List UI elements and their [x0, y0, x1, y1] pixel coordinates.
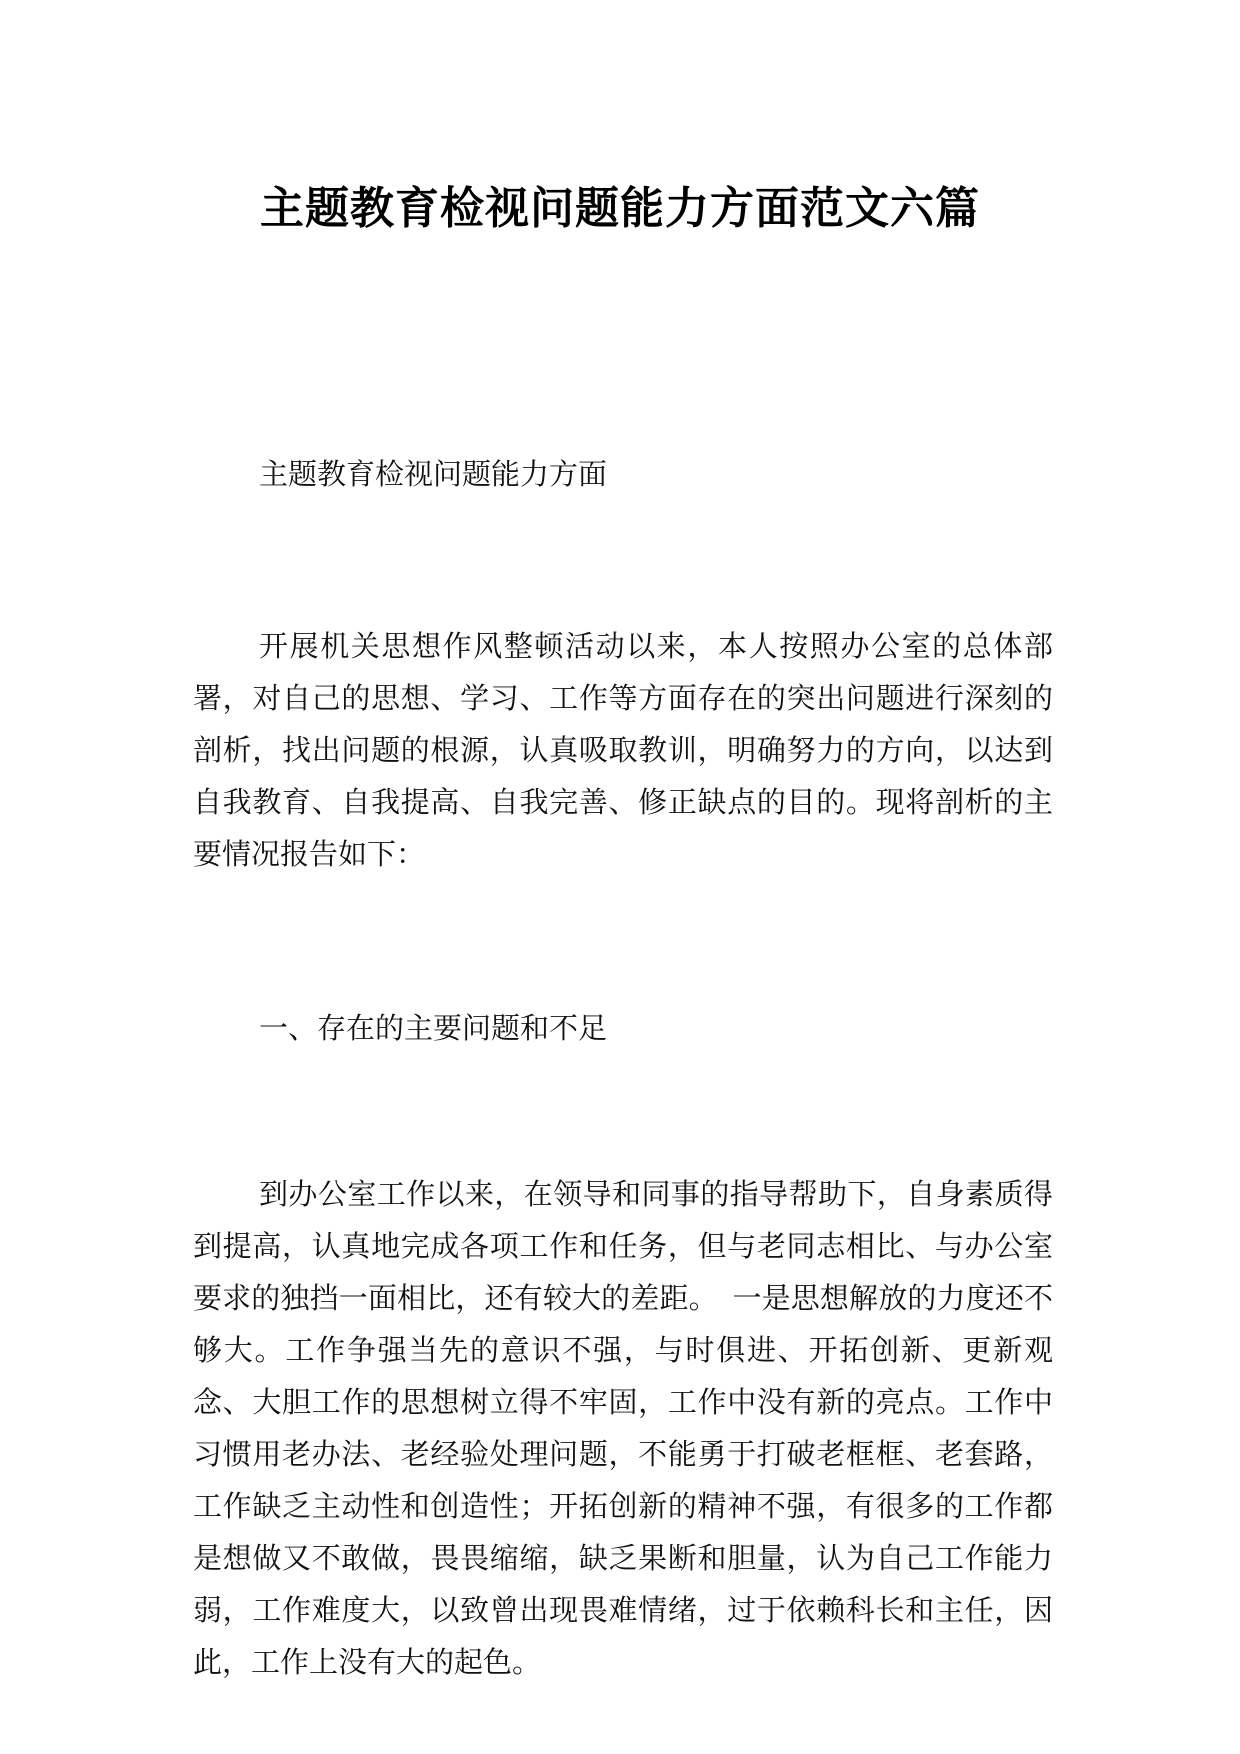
body-paragraph: 到办公室工作以来，在领导和同事的指导帮助下，自身素质得到提高，认真地完成各项工作和任务，但与老同志相比、与办公室要求的独挡一面相比，还有较大的差距。 一是思想解放的力度还不够大。工作争强当先的意识不强，与时俱进、开拓创新、更新观念、大胆工作的思想树立得不牢固，工作中没有新的亮点。工作中习惯用老办法、老经验处理问题，不能勇于打破老框框、老套路，工作缺乏主动性和创造性；开拓创新的精神不强，有很多的工作都是想做又不敢做，畏畏缩缩，缺乏果断和胆量，认为自己工作能力弱，工作难度大，以致曾出现畏难情绪，过于依赖科长和主任，因此，工作上没有大的起色。	[193, 1177, 1053, 1679]
document-title: 主题教育检视问题能力方面范文六篇	[260, 183, 980, 235]
intro-paragraph: 开展机关思想作风整顿活动以来，本人按照办公室的总体部署，对自己的思想、学习、工作等方面存在的突出问题进行深刻的剖析，找出问题的根源，认真吸取教训，明确努力的方向，以达到自我教育、自我提高、自我完善、修正缺点的目的。现将剖析的主要情况报告如下：	[193, 629, 1053, 871]
section-heading: 一、存在的主要问题和不足	[259, 1011, 608, 1045]
document-subtitle: 主题教育检视问题能力方面	[259, 457, 608, 491]
